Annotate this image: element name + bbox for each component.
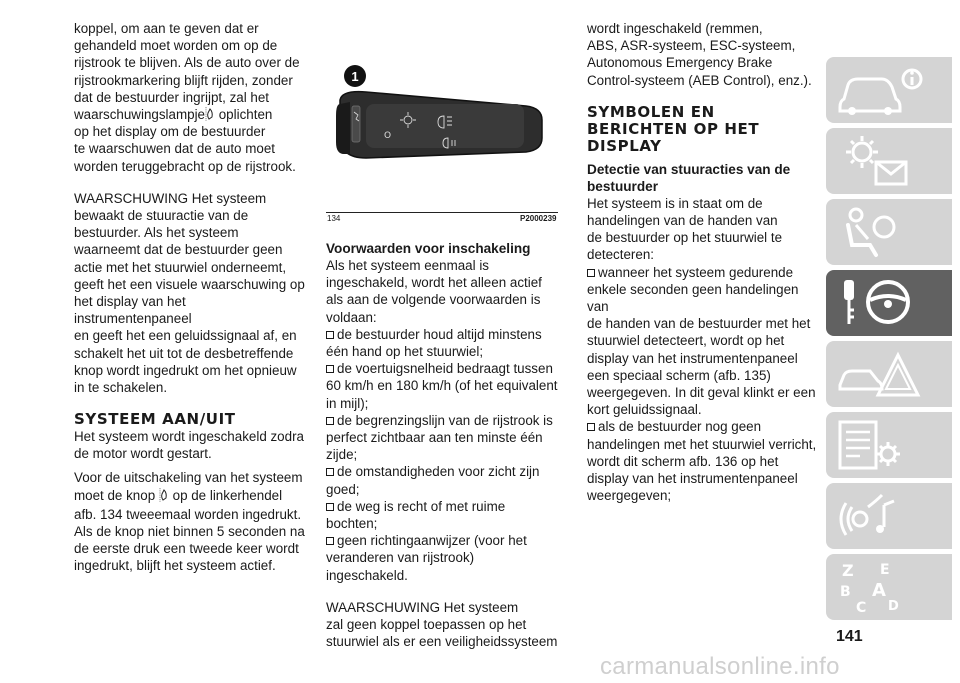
text-line: bewaakt de stuuractie van de [74,208,249,224]
list-item [326,532,558,584]
svg-text:B: B [840,584,851,600]
key-steering-wheel-icon [826,270,952,336]
text-line: afb. 134 tweeemaal worden ingedrukt. [74,506,302,522]
paragraph-deactivation [74,469,306,575]
tab-emergency[interactable] [826,341,952,407]
text-line: geen richtingaanwijzer (voor het [326,532,558,549]
text-line: als aan de volgende voorwaarden is [326,292,541,308]
heading-line: BERICHTEN OP HET [587,119,760,138]
text-line: de omstandigheden voor zicht zijn [326,463,558,480]
text-line: de eerste druk een tweede keer wordt [74,541,299,557]
text-line: de voertuigsnelheid bedraagt tussen [326,360,558,377]
text-line: worden teruggebracht op de rijstrook. [74,158,296,174]
text-line [74,106,306,123]
text-line: de handen van de bestuurder met het [587,316,811,332]
page-number: 141 [836,628,863,645]
text-line: Autonomous Emergency Brake [587,55,773,71]
svg-text:D: D [888,599,899,614]
stalk-tip [336,102,350,154]
text-line: ingedrukt, blijft het systeem actief. [74,558,276,574]
warning-lights-icon [826,128,952,194]
text-line: Als het systeem eenmaal is [326,258,489,273]
figure-number: 134 [327,214,341,223]
text-line: wanneer het systeem gedurende [587,264,821,281]
text-line: de bestuurder op het stuurwiel te [587,230,783,246]
hands-on-wheel-warning-icon [205,107,215,121]
text-line: 60 km/h en 180 km/h (of het equivalent [326,378,558,394]
heading-line: SYMBOLEN EN [587,102,715,121]
paragraph-activation [74,428,306,462]
text-line: in mijl); [326,395,369,411]
symbol-o: O [384,131,392,141]
text-line: actie met het stuurwiel onderneemt, [74,259,287,275]
text-line: handelingen van de handen van [587,213,778,229]
text-line: WAARSCHUWING Het systeem [326,599,519,615]
text-line: ingeschakeld, wordt het alleen actief [326,275,542,291]
stalk-ring [366,104,524,148]
text-line: enkele seconden geen handelingen van [587,281,799,315]
lane-button [352,106,360,142]
text-line: als de bestuurder nog geen [587,418,821,435]
text-line: waarneemt dat de bestuurder geen [74,242,283,258]
text-line: handelingen met het stuurwiel verricht, [587,436,817,452]
text-line: wordt dit scherm afb. 136 op het [587,453,779,469]
text-line: bochten; [326,516,378,532]
seat-airbag-icon [826,199,952,265]
text-line: koppel, om aan te geven dat er [74,21,259,36]
text-line: WAARSCHUWING Het systeem [74,190,267,206]
text-line: perfect zichtbaar aan ten minste één [326,430,543,446]
text-line: zal geen koppel toepassen op het [326,617,527,633]
text-line: stuurwiel als er een veiligheidssysteem [326,634,558,650]
text-fragment: waarschuwingslampje [74,107,205,123]
text-line: ABS, ASR-systeem, ESC-systeem, [587,38,796,54]
text-line: het display van het instrumentenpaneel [74,294,192,327]
text-line: dat de bestuurder ingrijpt, zal het [74,89,270,105]
text-line: en geeft het een geluidssignaal af, en [74,328,297,344]
list-item [587,418,821,504]
text-line: wordt ingeschakeld (remmen, [587,21,763,36]
index-letters-icon [826,554,952,620]
svg-text:E: E [880,562,890,578]
text-line: display van het instrumentenpaneel [587,471,798,487]
list-item [326,360,558,412]
svg-text:A: A [872,580,886,601]
text-line: Voor de uitschakeling van het systeem [74,469,303,485]
text-line: te waarschuwen dat de auto moet [74,141,275,157]
text-line: rijstrook te blijven. Als de auto over de [74,55,300,71]
text-fragment: oplichten [218,107,273,123]
text-line: rijstrookmarkering blijft rijden, zonder [74,72,293,88]
figure-bg [346,186,526,206]
figure-rule [326,212,558,213]
text-line: de motor wordt gestart. [74,446,212,462]
text-line: detecteren: [587,247,654,263]
text-line: de weg is recht of met ruime [326,498,558,515]
subheading-activation-conditions: Voorwaarden voor inschakeling [326,241,531,256]
callout-label: 1 [351,69,359,84]
text-line: gehandeld moet worden om op de [74,38,278,54]
text-line: veranderen van rijstrook) ingeschakeld. [326,550,475,583]
text-line: stuurwiel detecteert, wordt op het [587,333,785,349]
list-item [326,463,558,497]
list-item [326,326,558,360]
tab-multimedia[interactable] [826,483,952,549]
text-line: de begrenzingslijn van de rijstrook is [326,412,558,429]
list-item [326,498,558,532]
text-line: op het display om de bestuurder [74,124,266,140]
text-line: Als de knop niet binnen 5 seconden na [74,524,305,540]
text-line [74,486,306,506]
text-fragment: moet de knop [74,487,156,503]
text-line: zijde; [326,447,358,463]
text-line: knop wordt ingedrukt om het opnieuw [74,362,297,378]
text-line: goed; [326,481,360,497]
text-line: weergegeven. In dit geval klinkt er een [587,385,816,401]
text-line: schakelt het uit tot de desbetreffende [74,345,294,361]
text-fragment: op de linkerhendel [172,487,283,503]
warning-paragraph [326,599,558,651]
tab-index[interactable] [826,554,952,620]
list-item [326,412,558,464]
list-item [587,264,821,419]
warning-paragraph [74,190,306,396]
text-line: de bestuurder houd altijd minstens [326,326,558,343]
figure-code: P2000239 [520,214,557,223]
text-line: Control-systeem (AEB Control), enz.). [587,72,812,88]
text-line: Het systeem is in staat om de [587,195,763,211]
multimedia-icon [826,483,952,549]
svg-text:C: C [856,600,867,616]
tab-car-info[interactable] [826,57,952,123]
heading-line: Detectie van stuuracties van de [587,161,791,177]
text-line: display van het instrumentenpaneel [587,350,798,366]
svg-text:Z: Z [842,561,854,580]
heading-line: DISPLAY [587,136,662,155]
section-heading-symbols-messages [587,104,821,155]
subheading-detection [587,161,821,195]
tab-warning-lights[interactable] [826,128,952,194]
text-line: in te schakelen. [74,380,168,396]
maintenance-gear-icon [826,412,952,478]
paragraph-lane-warning [74,20,306,175]
text-line: geeft het een visuele waarschuwing op [74,276,305,292]
text-line: één hand op het stuurwiel; [326,344,484,360]
car-info-icon [826,57,952,123]
tab-maintenance[interactable] [826,412,952,478]
text-line: weergegeven; [587,488,672,504]
column-middle [326,240,558,650]
text-line: een speciaal scherm (afb. 135) [587,367,771,383]
tab-starting-driving[interactable] [826,270,952,336]
section-heading-system-on-off: SYSTEEM AAN/UIT [74,410,236,429]
watermark: carmanualsonline.info [600,653,840,680]
figure-stalk-illustration [326,54,558,218]
text-line: bestuurder. Als het systeem [74,225,239,241]
left-stalk-drawing [326,54,558,212]
hands-on-wheel-button-icon [159,488,169,502]
text-line: voldaan: [326,309,377,325]
text-line: kort geluidssignaal. [587,402,702,418]
text-line: Het systeem wordt ingeschakeld zodra [74,429,304,445]
tab-safety[interactable] [826,199,952,265]
column-right [587,20,821,504]
column-left [74,20,306,575]
chapter-tabs [826,57,956,625]
breakdown-triangle-icon [826,341,952,407]
heading-line: bestuurder [587,178,659,194]
